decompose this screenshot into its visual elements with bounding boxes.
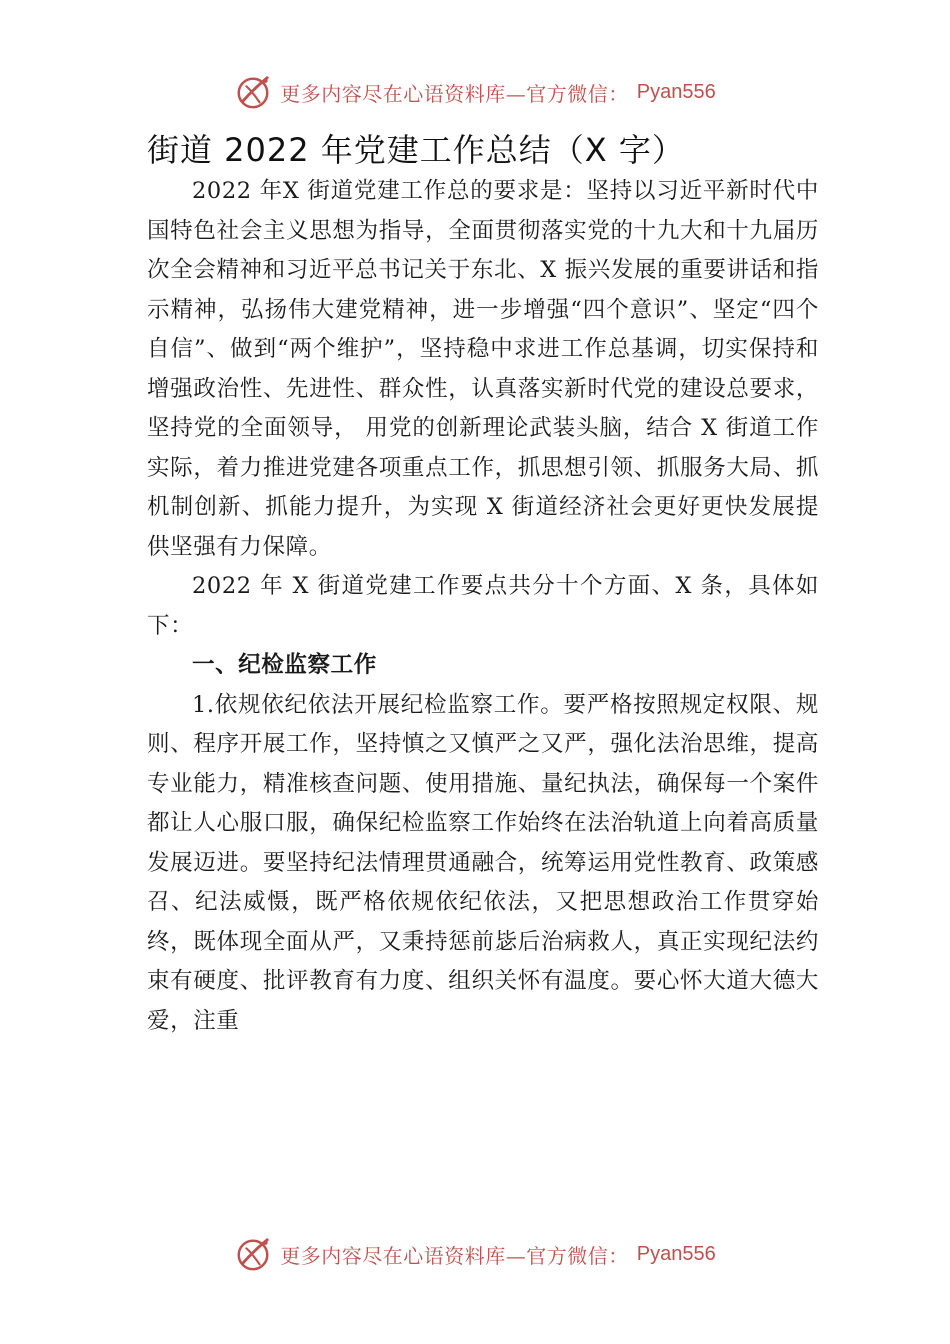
footer-banner-content — [234, 1235, 715, 1273]
brush-circle-logo-icon — [234, 73, 272, 111]
overview-paragraph: 2022 年 X 街道党建工作要点共分十个方面、X 条，具体如下： — [147, 573, 819, 639]
footer-banner — [0, 1232, 950, 1276]
section-paragraph: 1.依规依纪依法开展纪检监察工作。要严格按照规定权限、规则、程序开展工作，坚持慎之又慎严之又严，强化法治思维，提高专业能力，精准核查问题、使用措施、量纪执法，确保每一个案件都让人心服口服，确保纪检监察工作始终在法治轨道上向着高质量发展迈进。要坚持纪法情理贯通融合，统筹运用党性教育、政策感召、纪法威慑，既严格依规依纪依法，又把思想政治工作贯穿始终，既体现全面从严，又秉持惩前毖后治病救人，真正实现纪法约束有硬度、批评教育有力度、组织关怀有温度。要心怀大道大德大爱，注重 — [147, 691, 819, 1034]
header-wechat-id: Pyan556 — [636, 80, 716, 103]
brush-circle-logo-icon — [234, 1235, 272, 1273]
header-banner-content — [234, 73, 715, 111]
header-banner — [0, 70, 950, 114]
section-heading: 一、纪检监察工作 — [192, 652, 377, 678]
intro-paragraph: 2022 年X 街道党建工作总的要求是：坚持以习近平新时代中国特色社会主义思想为指导，全面贯彻落实党的十九大和十九届历次全会精神和习近平总书记关于东北、X 振兴发展的重要讲话和指示精神，弘扬伟大建党精神，进一步增强“四个意识”、坚定“四个自信”、做到“两个维护”，坚持稳中求进工作总基调，切实保持和增强政治性、先进性、群众性，认真落实新时代党的建设总要求，坚持党的全面领导， 用党的创新理论武装头脑，结合 X 街道工作实际，着力推进党建各项重点工作，抓思想引领、抓服务大局、抓机制创新、抓能力提升，为实现 X 街道经济社会更好更快发展提供坚强有力保障。 — [147, 178, 819, 560]
header-banner-text: 更多内容尽在心语资料库—官方微信： — [280, 81, 629, 106]
footer-wechat-id: Pyan556 — [636, 1242, 716, 1265]
document-title: 街道 2022 年党建工作总结（X 字） — [147, 131, 685, 169]
document-body — [147, 172, 819, 1041]
footer-banner-text: 更多内容尽在心语资料库—官方微信： — [280, 1243, 629, 1268]
